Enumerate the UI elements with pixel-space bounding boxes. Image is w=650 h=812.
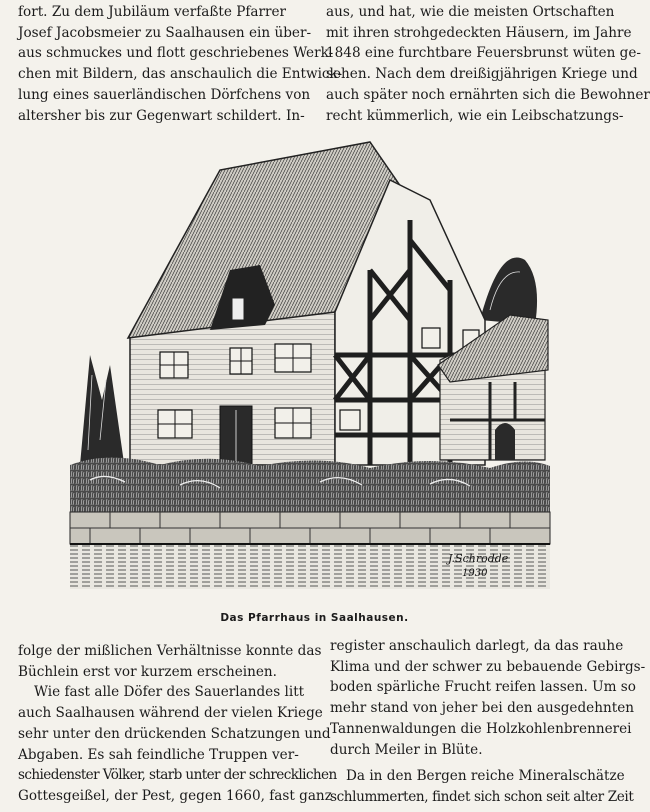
text-column-top-left (18, 2, 343, 126)
text-line: chen mit Bildern, das anschaulich die Entwick- (18, 66, 343, 83)
stone-wall (70, 512, 550, 544)
text-line: recht kümmerlich, wie ein Leibschatzungs- (326, 107, 624, 124)
left-tree (80, 355, 125, 470)
text-line: mehr stand von jeher bei den ausgedehnten (330, 700, 634, 717)
text-line: sehr unter den drückenden Schatzungen und (18, 725, 331, 742)
text-line: aus, und hat, wie die meisten Ortschaften (326, 4, 615, 20)
text-line: 1848 eine furchtbare Feuersbrunst wüten ge- (326, 45, 642, 62)
text-line: mit ihren strohgedeckten Häusern, im Jahre (326, 24, 632, 41)
text-line: Josef Jacobsmeier zu Saalhausen ein über- (18, 24, 312, 41)
text-line: fort. Zu dem Jubiläum verfaßte Pfarrer (18, 4, 287, 20)
right-tree (480, 258, 537, 326)
text-line: Büchlein erst vor kurzem erscheinen. (18, 663, 277, 680)
figure-caption: Das Pfarrhaus in Saalhausen. (220, 612, 409, 624)
hedge (70, 458, 550, 513)
text-line: auch Saalhausen während der vielen Kriege (18, 705, 323, 722)
text-line: schiedenster Völker, starb unter der schrecklichen (18, 767, 337, 784)
text-line: Klima und der schwer zu bebauende Gebirgs- (330, 658, 646, 675)
text-line: Tannenwaldungen die Holzkohlenbrennerei (330, 720, 632, 737)
text-line: schlummerten, findet sich schon seit alter Zeit (330, 788, 634, 805)
text-line: boden spärliche Frucht reifen lassen. Um so (330, 679, 636, 696)
artist-signature-year: 1930 (462, 568, 488, 579)
text-line: Abgaben. Es sah feindliche Truppen ver- (18, 746, 299, 763)
text-line: Wie fast alle Döfer des Sauerlandes litt (34, 684, 305, 701)
text-line: register anschaulich darlegt, da das rauhe (330, 638, 624, 654)
text-line: aus schmuckes und flott geschriebenes Werk- (18, 45, 334, 62)
text-line: Da in den Bergen reiche Mineralschätze (346, 768, 625, 785)
text-line: altersher bis zur Gegenwart schildert. In- (18, 107, 305, 124)
text-line: Gottesgeißel, der Pest, gegen 1660, fast ganz (18, 787, 332, 804)
text-line: durch Meiler in Blüte. (330, 741, 483, 758)
text-line: sehen. Nach dem dreißigjährigen Kriege und (326, 66, 638, 83)
text-line: auch später noch ernährten sich die Bewohner (326, 86, 650, 103)
artist-signature: J.Schrodde (448, 552, 509, 565)
text-column-bottom-right (330, 636, 646, 808)
parsonage-illustration (70, 120, 550, 605)
text-line: lung eines sauerländischen Dörfchens von (18, 86, 311, 103)
text-column-bottom-left (18, 641, 337, 807)
text-column-top-right (326, 2, 650, 126)
pond (70, 544, 550, 589)
text-line: folge der mißlichen Verhältnisse konnte das (18, 643, 322, 659)
